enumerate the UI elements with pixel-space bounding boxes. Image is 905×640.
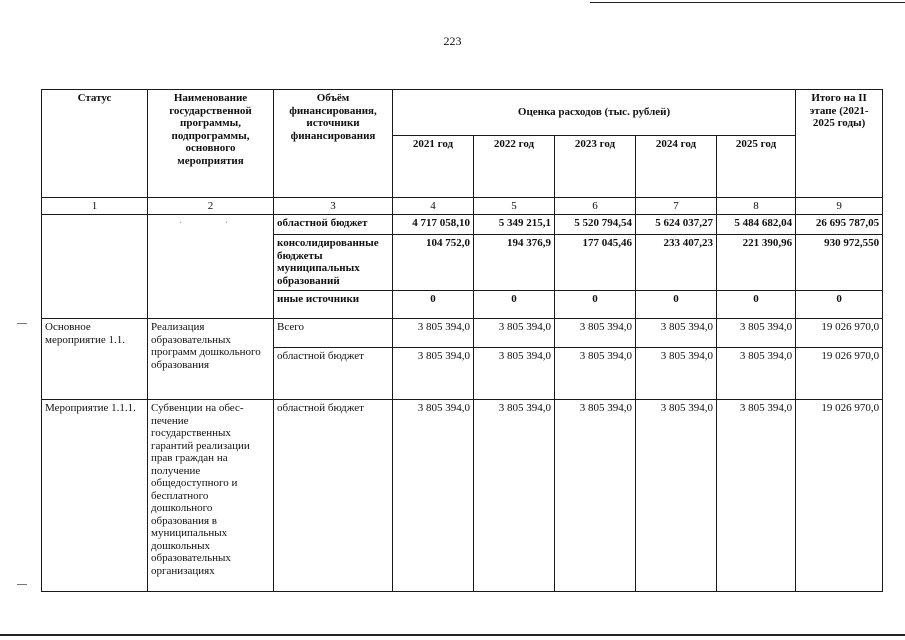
- column-number: 4: [393, 198, 474, 215]
- value-cell: 3 805 394,0: [393, 348, 474, 400]
- value-cell: 5 484 682,04: [717, 215, 796, 235]
- value-cell: 3 805 394,0: [474, 400, 555, 592]
- value-cell: 3 805 394,0: [393, 400, 474, 592]
- value-cell: 3 805 394,0: [555, 400, 636, 592]
- value-cell: 3 805 394,0: [717, 319, 796, 348]
- total-cell: 0: [796, 291, 883, 319]
- column-number: 1: [42, 198, 148, 215]
- value-cell: 3 805 394,0: [474, 348, 555, 400]
- name-cell-empty: [148, 215, 274, 319]
- column-number: 5: [474, 198, 555, 215]
- page-number: 223: [443, 34, 462, 48]
- column-number: 2: [148, 198, 274, 215]
- header-year: 2021 год: [393, 136, 474, 198]
- left-margin-tick: [17, 584, 27, 585]
- value-cell: 4 717 058,10: [393, 215, 474, 235]
- funding-source: иные источники: [274, 291, 393, 319]
- value-cell: 233 407,23: [636, 235, 717, 291]
- status-cell: Основное мероприятие 1.1.: [42, 319, 148, 400]
- column-number: 9: [796, 198, 883, 215]
- header-year: 2024 год: [636, 136, 717, 198]
- status-cell-empty: [42, 215, 148, 319]
- value-cell: 3 805 394,0: [555, 348, 636, 400]
- header-status: Статус: [42, 90, 148, 198]
- value-cell: 177 045,46: [555, 235, 636, 291]
- total-cell: 19 026 970,0: [796, 319, 883, 348]
- value-cell: 5 520 794,54: [555, 215, 636, 235]
- header-year: 2023 год: [555, 136, 636, 198]
- value-cell: 0: [636, 291, 717, 319]
- left-margin-tick: [17, 323, 27, 324]
- column-number: 8: [717, 198, 796, 215]
- funding-source: Всего: [274, 319, 393, 348]
- value-cell: 0: [717, 291, 796, 319]
- value-cell: 3 805 394,0: [636, 348, 717, 400]
- funding-source: областной бюджет: [274, 348, 393, 400]
- funding-source: областной бюджет: [274, 215, 393, 235]
- status-cell: Мероприятие 1.1.1.: [42, 400, 148, 592]
- value-cell: 104 752,0: [393, 235, 474, 291]
- value-cell: 3 805 394,0: [636, 400, 717, 592]
- value-cell: 3 805 394,0: [555, 319, 636, 348]
- value-cell: 0: [393, 291, 474, 319]
- value-cell: 3 805 394,0: [636, 319, 717, 348]
- table-row: [42, 400, 883, 592]
- header-year: 2025 год: [717, 136, 796, 198]
- column-number: 6: [555, 198, 636, 215]
- column-number: 7: [636, 198, 717, 215]
- header-estimate: Оценка расходов (тыс. рублей): [393, 90, 796, 136]
- value-cell: 194 376,9: [474, 235, 555, 291]
- header-funding: Объём финансирования, источники финансирования: [274, 90, 393, 198]
- value-cell: 5 349 215,1: [474, 215, 555, 235]
- funding-source: консолидированные бюджеты муниципальных образований: [274, 235, 393, 291]
- program-name-cell: Реализация образовательных программ дошкольного образования: [148, 319, 274, 400]
- program-name-cell: Субвенции на обес-печение государственных гарантий реализации прав граждан на получение общедоступного и бесплатного дошкольного образования в муниципальных дошкольных образовательных организациях: [148, 400, 274, 592]
- value-cell: 0: [555, 291, 636, 319]
- value-cell: 3 805 394,0: [393, 319, 474, 348]
- scan-dots: · ·: [179, 218, 249, 229]
- total-cell: 19 026 970,0: [796, 348, 883, 400]
- total-cell: 26 695 787,05: [796, 215, 883, 235]
- total-cell: 19 026 970,0: [796, 400, 883, 592]
- header-year: 2022 год: [474, 136, 555, 198]
- table-row: [42, 319, 883, 348]
- funding-source: областной бюджет: [274, 400, 393, 592]
- value-cell: 5 624 037,27: [636, 215, 717, 235]
- total-cell: 930 972,550: [796, 235, 883, 291]
- financing-table: [41, 89, 883, 592]
- scan-bottom-line: [0, 634, 905, 636]
- table-row: [42, 215, 883, 235]
- header-program-name: Наименование государственной программы, подпрограммы, основного мероприятия: [148, 90, 274, 198]
- scan-top-line: [590, 2, 905, 3]
- value-cell: 3 805 394,0: [717, 348, 796, 400]
- value-cell: 3 805 394,0: [474, 319, 555, 348]
- header-total: Итого на II этапе (2021-2025 годы): [796, 90, 883, 198]
- value-cell: 0: [474, 291, 555, 319]
- value-cell: 221 390,96: [717, 235, 796, 291]
- column-number: 3: [274, 198, 393, 215]
- value-cell: 3 805 394,0: [717, 400, 796, 592]
